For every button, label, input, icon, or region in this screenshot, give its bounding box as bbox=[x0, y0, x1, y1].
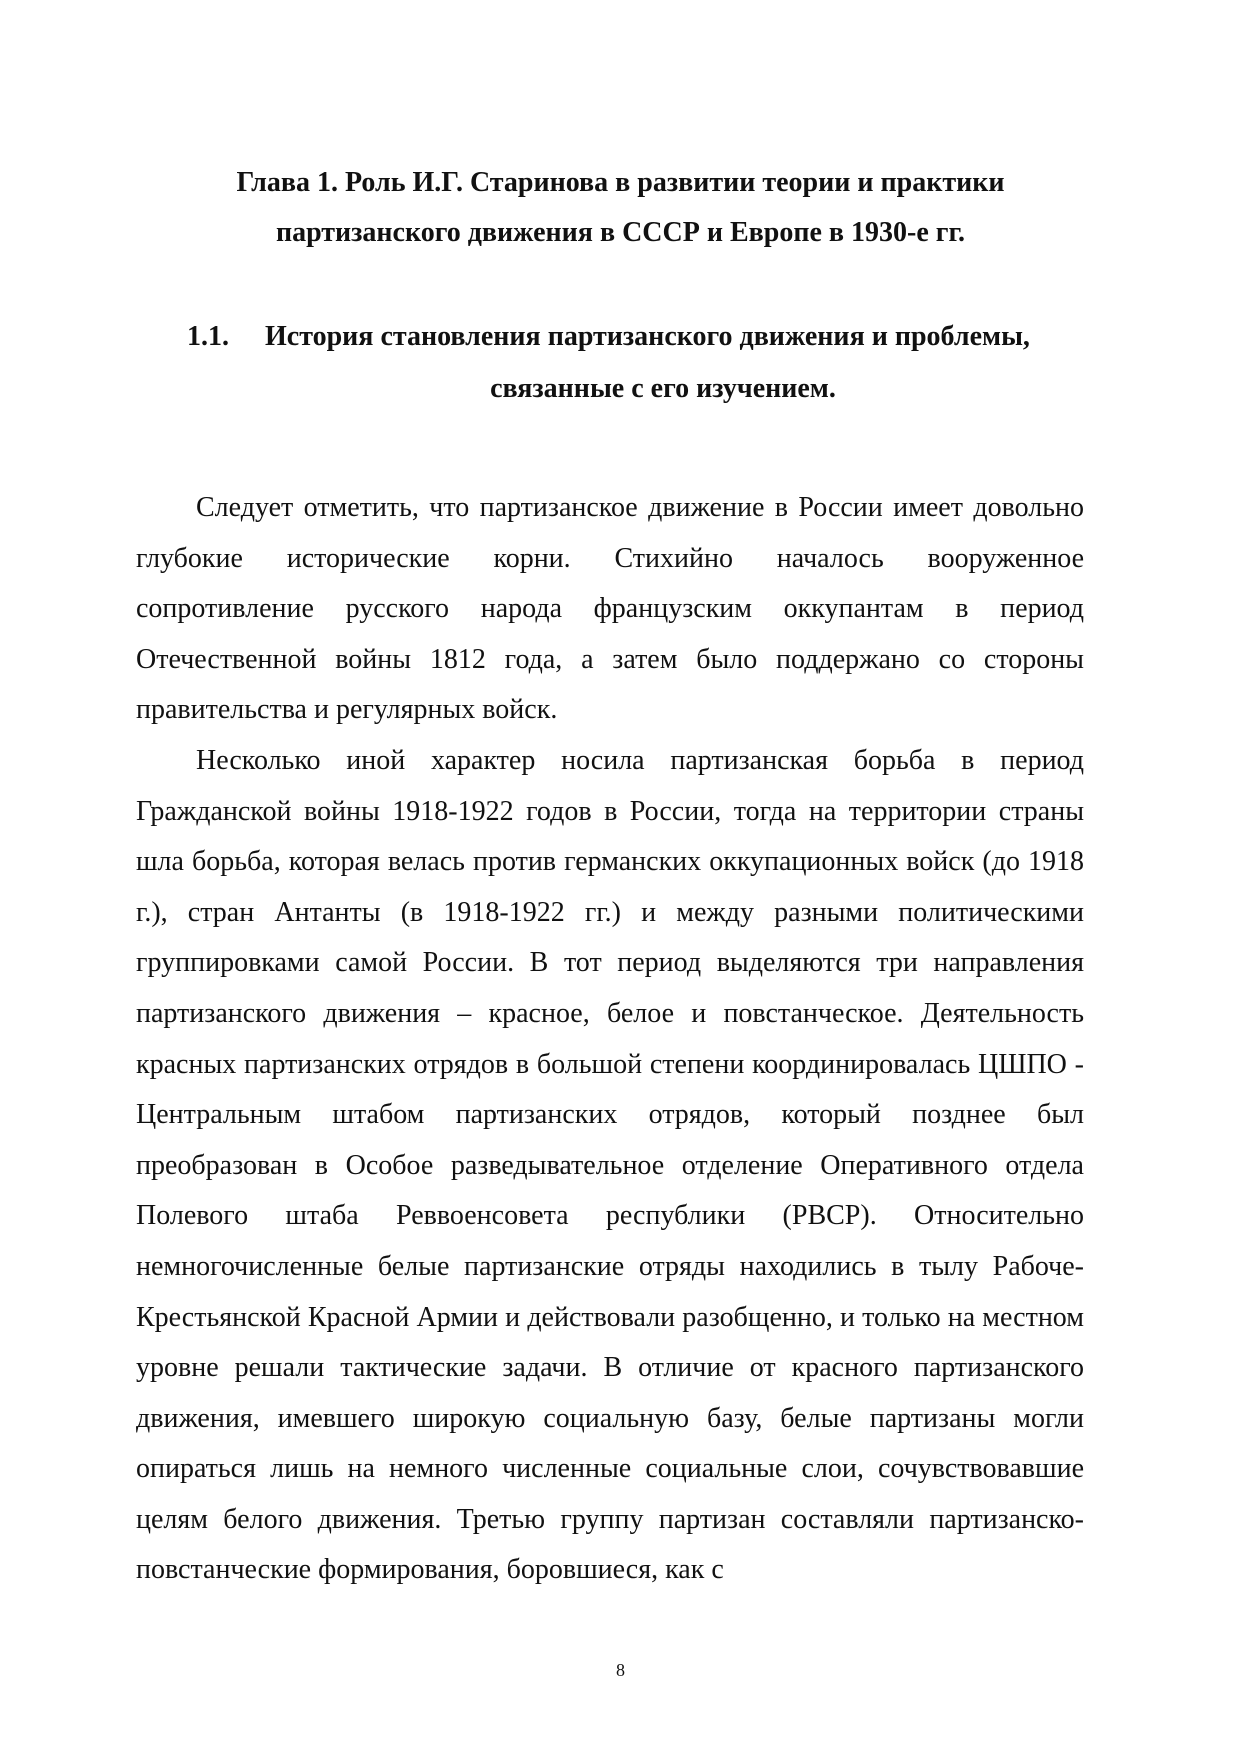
section-title-line-2: связанные с его изучением. bbox=[490, 373, 836, 404]
section-title bbox=[265, 311, 1091, 415]
chapter-title bbox=[150, 158, 1091, 258]
section-number: 1.1. bbox=[187, 321, 229, 352]
page-number: 8 bbox=[616, 1660, 625, 1680]
section-title-line-1: История становления партизанского движения и проблемы, bbox=[265, 321, 1030, 352]
chapter-title-line-1: Глава 1. Роль И.Г. Старинова в развитии теории и практики bbox=[236, 167, 1005, 198]
body-text bbox=[136, 483, 1084, 1596]
paragraph: Несколько иной характер носила партизанская борьба в период Гражданской войны 1918-1922 годов в России, тогда на территории страны шла борьба, которая велась против германских оккупационных войск (до 1918 г.), стран Антанты (в 1918-1922 гг.) и между разными политическими группировками самой России. В тот период выделяются три направления партизанского движения – красное, белое и повстанческое. Деятельность красных партизанских отрядов в большой степени координировалась ЦШПО - Центральным штабом партизанских отрядов, который позднее был преобразован в Особое разведывательное отделение Оперативного отдела Полевого штаба Реввоенсовета республики (РВСР). Относительно немногочисленные белые партизанские отряды находились в тылу Рабоче-Крестьянской Красной Армии и действовали разобщенно, и только на местном уровне решали тактические задачи. В отличие от красного партизанского движения, имевшего широкую социальную базу, белые партизаны могли опираться лишь на немного численные социальные слои, сочувствовавшие целям белого движения. Третью группу партизан составляли партизанско-повстанческие формирования, боровшиеся, как с bbox=[136, 744, 1084, 1586]
chapter-title-line-2: партизанского движения в СССР и Европе в 1930-е гг. bbox=[275, 217, 966, 248]
paragraph: Следует отметить, что партизанское движение в России имеет довольно глубокие исторические корни. Стихийно началось вооруженное сопротивление русского народа французским оккупантам в период Отечественной войны 1812 года, а затем было поддержано со стороны правительства и регулярных войск. bbox=[136, 492, 1084, 726]
